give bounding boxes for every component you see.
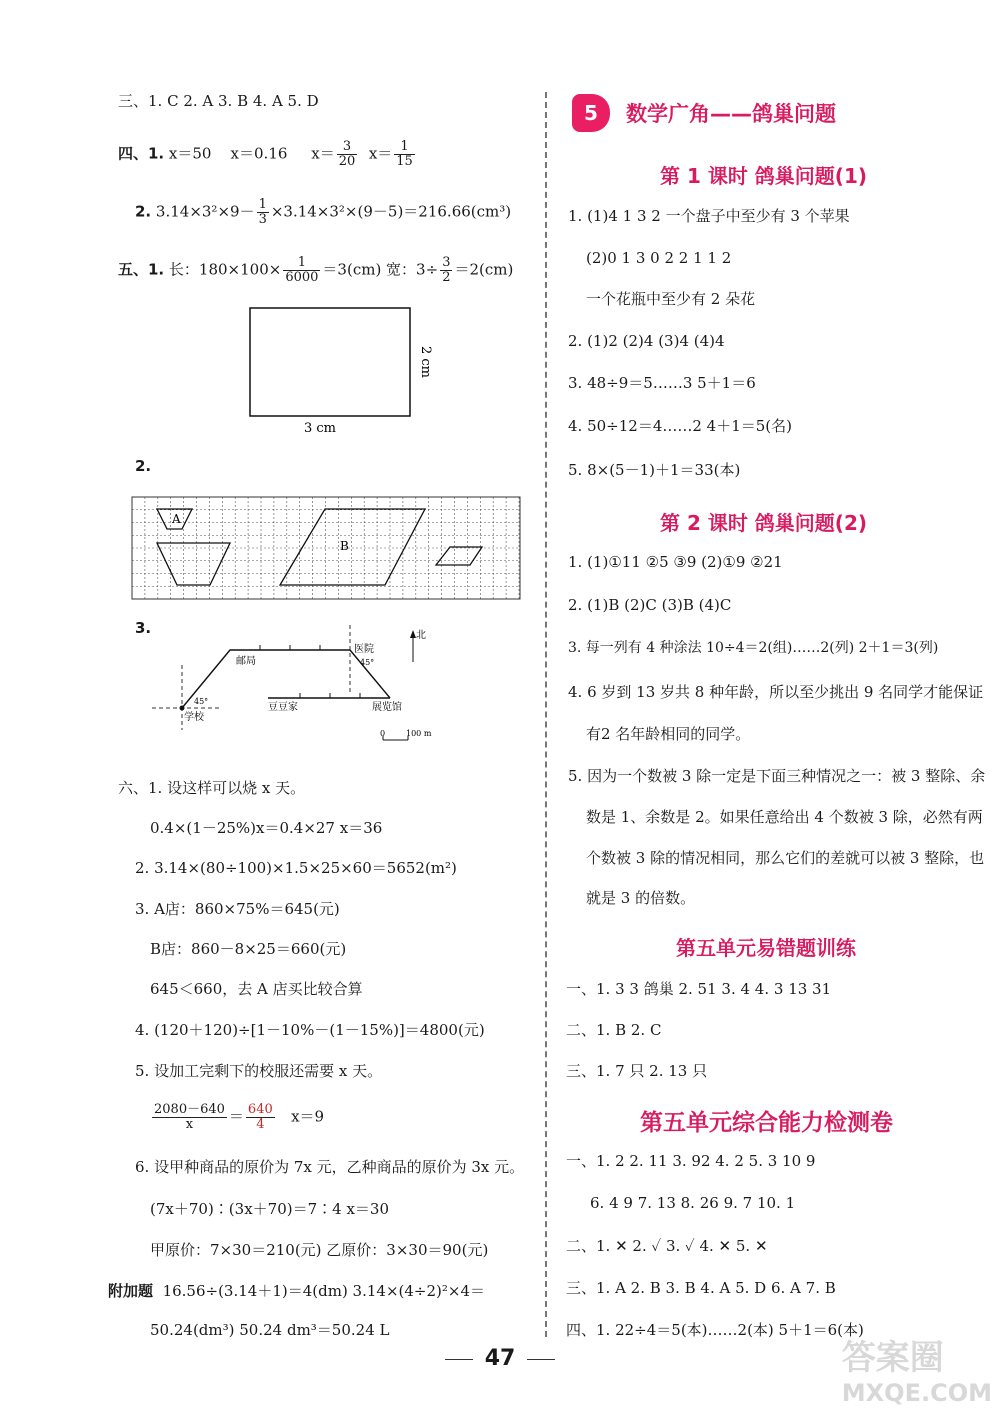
error-sec3: 三、1. 7 只 2. 13 只 (566, 1062, 708, 1080)
lesson-2-title: 第 2 课时 鸽巢问题(2) (660, 511, 868, 535)
section-5-q1: 五、1. 长：180×100× $\frac{1}{6000}$ ＝3(cm) 宽：3÷ $\frac{3}{2}$ ＝2(cm) (118, 255, 514, 285)
extra-question-b: 50.24(dm³) 50.24 dm³＝50.24 L (150, 1321, 390, 1339)
trapezoid-large (157, 543, 230, 585)
section-6-q5-eq: $\frac{2080-640}{x}$ ＝ $\frac{640}{4}$ x＝9 (154, 1102, 325, 1132)
label-post: 邮局 (236, 656, 256, 667)
parallelogram-small (436, 547, 482, 565)
section-4-q1: 四、1. x＝50 x＝0.16 x＝ $\frac{3}{20}$ x＝ $\frac{1}{15}$ (118, 139, 413, 169)
page-number: 47 (0, 1346, 1000, 1371)
section-4-q2: 2. 3.14×3²×9－ $\frac{1}{3}$ ×3.14×3²×(9－5)＝216.66(cm³) (135, 197, 512, 227)
section-6-q3b: B店：860－8×25＝660(元) (150, 940, 347, 958)
lesson2-q5b: 数是 1、余数是 2。如果任意给出 4 个数被 3 除，必然有两 (586, 808, 983, 826)
lesson2-q1: 1. (1)①11 ②5 ③9 (2)①9 ②21 (568, 553, 783, 571)
extra-question: 附加题 16.56÷(3.14＋1)＝4(dm) 3.14×(4÷2)²×4＝ (108, 1282, 486, 1300)
lesson2-q5c: 个数被 3 除的情况相同，那么它们的差就可以被 3 整除，也 (586, 849, 985, 867)
rect-height-label: 2 cm (418, 345, 433, 379)
label-exhibit: 展览馆 (372, 702, 402, 713)
lesson2-q5d: 就是 3 的倍数。 (586, 889, 696, 907)
label-angle-school: 45° (194, 697, 209, 706)
rectangle (250, 308, 410, 416)
section-6-q2: 2. 3.14×(80÷100)×1.5×25×60＝5652(m²) (135, 859, 457, 877)
lesson2-q3: 3. 每一列有 4 种涂法 10÷4＝2(组)……2(列) 2＋1＝3(列) (568, 640, 939, 656)
lesson1-q3: 3. 48÷9＝5……3 5＋1＝6 (568, 374, 756, 392)
test-sec2: 二、1. ✕ 2. ✓ 3. ✓ 4. ✕ 5. ✕ (566, 1237, 768, 1255)
label-north: 北 (416, 630, 426, 641)
error-sec2: 二、1. B 2. C (566, 1021, 662, 1039)
lesson2-q2: 2. (1)B (2)C (3)B (4)C (568, 596, 732, 614)
grid-figure (130, 495, 525, 605)
section-6-q1-eq: 0.4×(1－25%)x＝0.4×27 x＝36 (150, 819, 383, 837)
unit-badge: 5 (572, 94, 610, 132)
scale-zero: 0 (380, 729, 386, 738)
lesson2-q5: 5. 因为一个数被 3 除一定是下面三种情况之一：被 3 整除、余 (568, 767, 986, 785)
route-map (150, 620, 460, 750)
section-5-q3-label: 3. (135, 619, 152, 637)
lesson1-q2: 2. (1)2 (2)4 (3)4 (4)4 (568, 332, 725, 350)
test-sec4: 四、1. 22÷4＝5(本)……2(本) 5＋1＝6(本) (566, 1321, 864, 1339)
section-3-answers: 三、1. C 2. A 3. B 4. A 5. D (118, 92, 319, 110)
section-6-q3c: 645＜660，去 A 店买比较合算 (150, 980, 363, 998)
lesson2-q4: 4. 6 岁到 13 岁共 8 种年龄，所以至少挑出 9 名同学才能保证 (568, 683, 984, 701)
section-6-q6c: 甲原价：7×30＝210(元) 乙原价：3×30＝90(元) (150, 1241, 489, 1259)
section-5-q2-label: 2. (135, 457, 152, 475)
label-a: A (172, 512, 181, 526)
lesson1-q1b: (2)0 1 3 0 2 2 1 1 2 (586, 249, 732, 267)
lesson-1-title: 第 1 课时 鸽巢问题(1) (660, 164, 868, 188)
section-6-q4: 4. (120＋120)÷[1－10%－(1－15%)]＝4800(元) (135, 1021, 485, 1039)
error-training-title: 第五单元易错题训练 (676, 936, 856, 960)
rectangle-diagram (240, 300, 440, 440)
test-sec1b: 6. 4 9 7. 13 8. 26 9. 7 10. 1 (590, 1194, 796, 1212)
lesson1-q1c: 一个花瓶中至少有 2 朵花 (586, 290, 756, 308)
route-line (182, 650, 390, 708)
lesson2-q4b: 有2 名年龄相同的同学。 (586, 725, 751, 743)
label-doudou: 豆豆家 (268, 702, 298, 713)
rect-width-label: 3 cm (303, 421, 337, 436)
section-6-q1: 六、1. 设这样可以烧 x 天。 (118, 779, 306, 797)
label-school: 学校 (184, 712, 204, 723)
lesson1-q4: 4. 50÷12＝4……2 4＋1＝5(名) (568, 417, 793, 435)
label-hospital: 医院 (354, 644, 374, 655)
test-sec3: 三、1. A 2. B 3. B 4. A 5. D 6. A 7. B (566, 1279, 836, 1297)
label-angle-hospital: 45° (360, 658, 375, 667)
section-6-q3: 3. A店：860×75%＝645(元) (135, 900, 340, 918)
scale-label: 100 m (406, 729, 432, 738)
lesson1-q1: 1. (1)4 1 3 2 一个盘子中至少有 3 个苹果 (568, 207, 850, 225)
section-6-q6b: (7x＋70)∶(3x＋70)＝7∶4 x＝30 (150, 1200, 389, 1218)
label-b: B (340, 539, 349, 553)
error-sec1: 一、1. 3 3 鸽巢 2. 51 3. 4 4. 3 13 31 (566, 980, 832, 998)
test-title: 第五单元综合能力检测卷 (640, 1110, 893, 1136)
lesson1-q5: 5. 8×(5－1)＋1＝33(本) (568, 461, 741, 479)
column-divider (545, 92, 547, 1337)
section-6-q5: 5. 设加工完剩下的校服还需要 x 天。 (135, 1062, 383, 1080)
section-6-q6: 6. 设甲种商品的原价为 7x 元，乙种商品的原价为 3x 元。 (135, 1158, 525, 1176)
unit-title: 数学广角——鸽巢问题 (626, 102, 836, 126)
watermark: 答案圈 MXQE.COM (841, 1338, 992, 1407)
test-sec1: 一、1. 2 2. 11 3. 92 4. 2 5. 3 10 9 (566, 1152, 816, 1170)
